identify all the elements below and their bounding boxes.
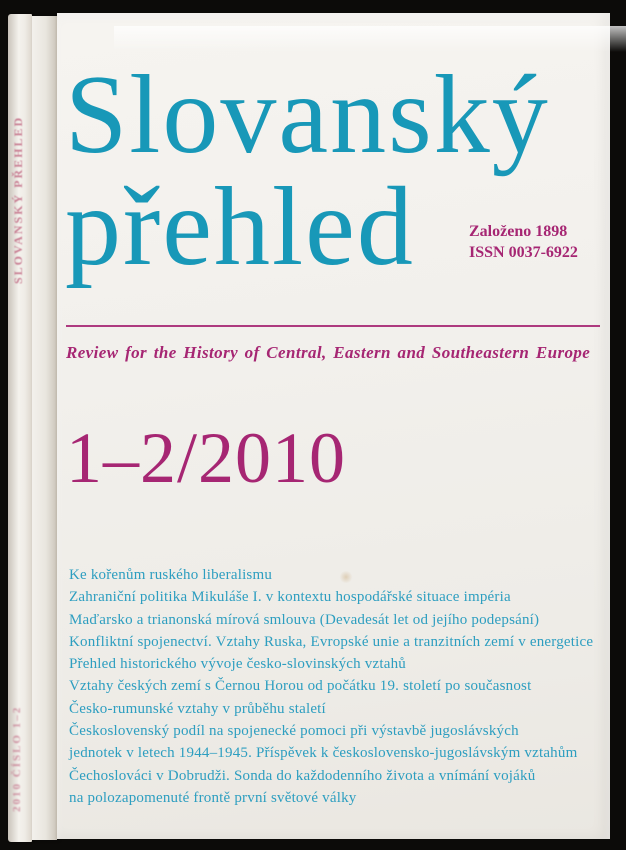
founded-year: Založeno 1898 <box>469 223 568 240</box>
issn-number: ISSN 0037-6922 <box>469 244 578 261</box>
journal-front-cover <box>57 13 610 839</box>
article-line: Česko-rumunské vztahy v průběhu staletí <box>69 700 326 717</box>
spine-issue: 2010 ČÍSLO 1–2 <box>11 705 23 812</box>
article-line: Zahraniční politika Mikuláše I. v kontextu hospodářské situace impéria <box>69 589 511 606</box>
article-line: Přehled historického vývoje česko-slovinských vztahů <box>69 656 406 673</box>
journal-title-line-2: přehled <box>65 165 415 289</box>
page-block-edge <box>32 16 57 840</box>
book-spine <box>8 14 32 842</box>
article-list <box>69 564 605 809</box>
journal-title-line-1: Slovanský <box>65 53 550 177</box>
divider-rule <box>66 325 600 327</box>
journal-subtitle: Review for the History of Central, Eastern and Southeastern Europe <box>66 343 591 362</box>
founded-issn-block <box>469 221 578 263</box>
cover-top-highlight <box>114 26 626 52</box>
issue-number: 1–2/2010 <box>66 418 347 498</box>
article-line: Československý podíl na spojenecké pomoci při výstavbě jugoslávských <box>69 723 519 740</box>
article-line: na polozapomenuté frontě první světové války <box>69 789 357 806</box>
spine-title: SLOVANSKÝ PŘEHLED <box>11 115 25 284</box>
article-line: Vztahy českých zemí s Černou Horou od počátku 19. století po současnost <box>69 678 532 695</box>
article-line: jednotek v letech 1944–1945. Příspěvek k československo-jugoslávským vztahům <box>69 745 578 762</box>
article-line: Čechoslováci v Dobrudži. Sonda do každodenního života a vnímání vojáků <box>69 767 536 784</box>
article-line: Maďarsko a trianonská mírová smlouva (Devadesát let od jejího podepsání) <box>69 611 540 628</box>
article-line: Konfliktní spojenectví. Vztahy Ruska, Evropské unie a tranzitních zemí v energetice <box>69 633 594 650</box>
article-line: Ke kořenům ruského liberalismu <box>69 567 273 583</box>
